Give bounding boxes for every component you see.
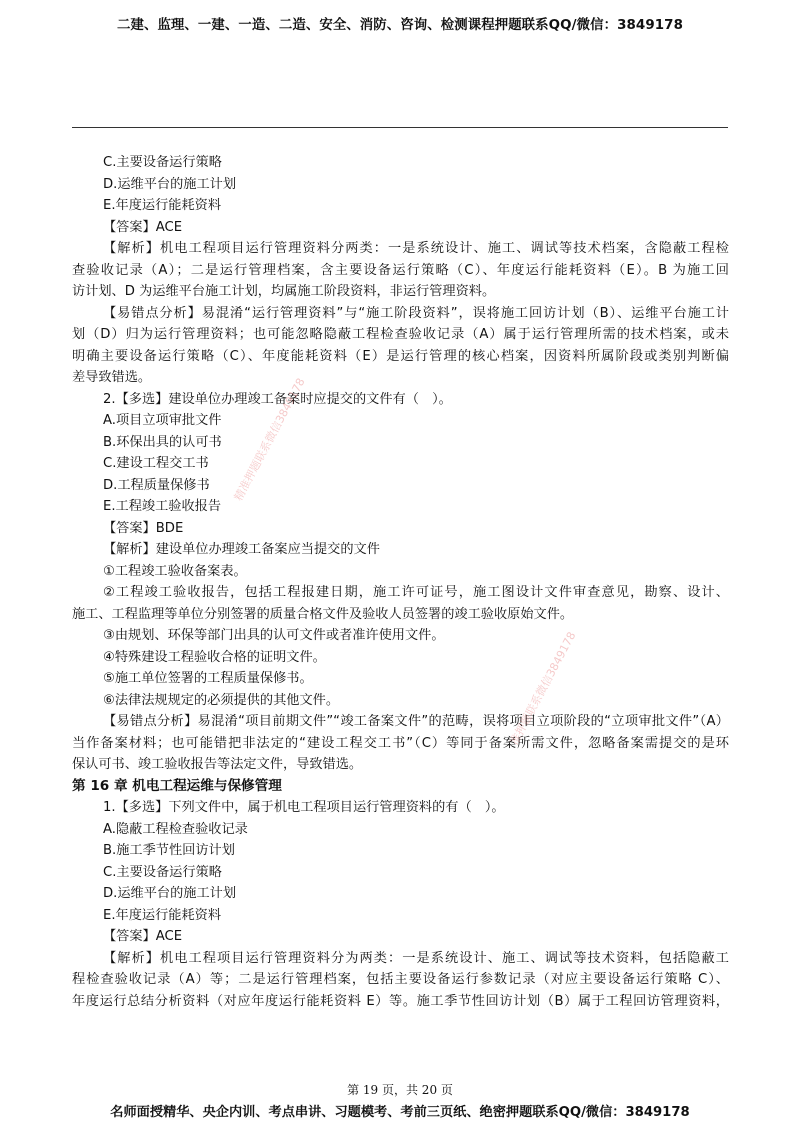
watermark: 精准押题联系微信3849178: [231, 375, 308, 504]
text-line: D.工程质量保修书: [103, 477, 210, 493]
text-line: ⑥法律法规规定的必须提供的其他文件。: [103, 692, 340, 708]
text-line: C.主要设备运行策略: [103, 864, 222, 880]
text-line: 查验收记录（A）；二是运行管理档案，含主要设备运行策略（C）、年度运行能耗资料（E）。B 为施工回: [72, 262, 729, 278]
page-number: 第 19 页，共 20 页: [347, 1083, 453, 1097]
watermark: 准押题联系微信3849178: [507, 629, 579, 748]
text-line: 保认可书、竣工验收报告等法定文件，导致错选。: [72, 757, 363, 772]
text-line: 施工、工程监理等单位分别签署的质量合格文件及验收人员签署的竣工验收原始文件。: [72, 606, 574, 622]
text-line: ⑤施工单位签署的工程质量保修书。: [103, 671, 313, 686]
text-line: A.隐蔽工程检查验收记录: [103, 821, 248, 837]
text-line: 【易错点分析】易混淆“运行管理资料”与“施工阶段资料”，误将施工回访计划（B）、运维平台施工计: [103, 305, 729, 321]
text-line: 【答案】ACE: [103, 929, 183, 944]
text-line: 划（D）归为运行管理资料；也可能忽略隐蔽工程检查验收记录（A）属于运行管理所需的技术档案，或未: [72, 327, 729, 342]
page-header: 二建、监理、一建、一造、二造、安全、消防、咨询、检测课程押题联系QQ/微信：3849178: [116, 18, 684, 33]
text-line: 【解析】机电工程项目运行管理资料分两类：一是系统设计、施工、调试等技术档案，含隐蔽工程检: [103, 241, 729, 256]
text-line: B.环保出具的认可书: [103, 434, 222, 450]
document-body: [72, 152, 729, 1012]
text-line: ①工程竣工验收备案表。: [103, 563, 247, 579]
text-line: 差导致错选。: [72, 370, 152, 385]
text-line: 【解析】建设单位办理竣工备案应当提交的文件: [103, 542, 380, 557]
text-line: 明确主要设备运行策略（C）、年度能耗资料（E）是运行管理的核心档案，因资料所属阶段或类别判断偏: [72, 348, 729, 364]
text-line: 【答案】ACE: [103, 219, 183, 235]
text-line: D.运维平台的施工计划: [103, 176, 237, 192]
text-line: 访计划、D 为运维平台施工计划，均属施工阶段资料，非运行管理资料。: [72, 284, 496, 299]
text-line: 1.【多选】下列文件中，属于机电工程项目运行管理资料的有（ ）。: [103, 800, 505, 815]
text-line: 年度运行总结分析资料（对应年度运行能耗资料 E）等。施工季节性回访计划（B）属于工程回访管理资料，: [72, 993, 729, 1009]
text-line: ④特殊建设工程验收合格的证明文件。: [103, 649, 326, 665]
page-footer: 名师面授精华、央企内训、考点串讲、习题模考、考前三页纸、绝密押题联系QQ/微信：3849178: [110, 1105, 690, 1120]
text-line: ②工程竣工验收报告，包括工程报建日期，施工许可证号，施工图设计文件审查意见，勘察、设计、: [103, 585, 729, 600]
text-line: E.工程竣工验收报告: [103, 499, 222, 514]
header-divider: [72, 127, 728, 128]
text-line: C.建设工程交工书: [103, 456, 209, 471]
text-line: A.项目立项审批文件: [103, 413, 222, 428]
text-line: ③由规划、环保等部门出具的认可文件或者准许使用文件。: [103, 628, 445, 643]
text-line: 2.【多选】建设单位办理竣工备案时应提交的文件有（ ）。: [103, 391, 452, 407]
chapter-heading: 第 16 章 机电工程运维与保修管理: [72, 777, 282, 794]
text-line: 程检查验收记录（A）等；二是运行管理档案，包括主要设备运行参数记录（对应主要设备运行策略 C）、: [72, 972, 729, 987]
text-line: B.施工季节性回访计划: [103, 843, 235, 858]
text-line: E.年度运行能耗资料: [103, 907, 222, 923]
text-line: 【解析】机电工程项目运行管理资料分为两类：一是系统设计、施工、调试等技术资料，包括隐蔽工: [103, 950, 729, 966]
text-line: E.年度运行能耗资料: [103, 198, 222, 213]
text-line: 【答案】BDE: [103, 520, 184, 536]
text-line: D.运维平台的施工计划: [103, 886, 237, 901]
text-line: 【易错点分析】易混淆“项目前期文件”“竣工备案文件”的范畴，误将项目立项阶段的“立项审批文件”（A）: [103, 714, 729, 729]
text-line: C.主要设备运行策略: [103, 155, 222, 170]
text-line: 当作备案材料；也可能错把非法定的“建设工程交工书”（C）等同于备案所需文件，忽略备案需提交的是环: [72, 735, 729, 751]
